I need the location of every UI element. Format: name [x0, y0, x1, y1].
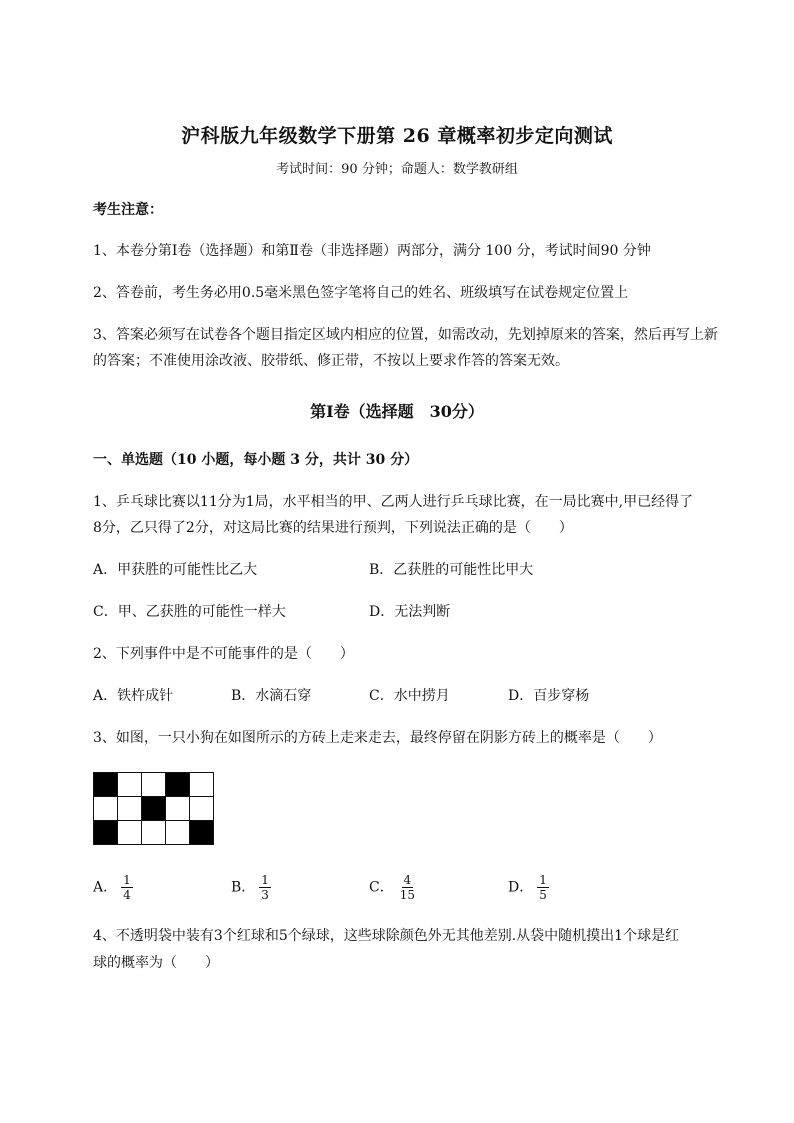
fraction-denominator: 4: [123, 888, 131, 902]
shaded-tile: [142, 797, 166, 821]
fraction-denominator: 5: [539, 888, 547, 902]
q3-option-d: [508, 873, 549, 902]
fraction: [398, 873, 417, 902]
blank-tile: [142, 773, 166, 797]
q4-stem-line1: 4、不透明袋中装有3个红球和5个绿球，这些球除颜色外无其他差别.从袋中随机摸出1个球是红: [93, 928, 680, 944]
shaded-tile: [190, 821, 214, 845]
tile-row: [94, 797, 214, 821]
q4-stem-line2: 球的概率为（ ）: [93, 955, 219, 971]
q3-option-c: [369, 873, 417, 902]
exam-title: 沪科版九年级数学下册第 26 章概率初步定向测试: [181, 125, 613, 147]
blank-tile: [166, 821, 190, 845]
note-item-2: 2、答卷前，考生务必用0.5毫米黑色签字笔将自己的姓名、班级填写在试卷规定位置上: [93, 285, 629, 301]
fraction-denominator: 15: [399, 888, 415, 902]
exam-subtitle: 考试时间：90 分钟；命题人：数学教研组: [276, 162, 518, 177]
blank-tile: [190, 797, 214, 821]
fraction-numerator: 1: [261, 873, 269, 887]
fraction: [537, 873, 549, 902]
blank-tile: [190, 773, 214, 797]
q2-option-b: B．水滴石穿: [231, 688, 312, 704]
q1-option-a: A．甲获胜的可能性比乙大: [93, 562, 258, 578]
q3-option-c-label: C．: [369, 879, 394, 896]
shaded-tile: [94, 773, 118, 797]
note-item-3-cont: 的答案；不准使用涂改液、胶带纸、修正带，不按以上要求作答的答案无效。: [93, 353, 569, 369]
q1-option-d: D．无法判断: [369, 604, 451, 620]
fraction-denominator: 3: [261, 888, 269, 902]
q3-option-d-label: D．: [508, 879, 534, 896]
q2-option-a: A．铁杵成针: [93, 688, 174, 704]
shaded-tile: [166, 773, 190, 797]
q3-stem: 3、如图，一只小狗在如图所示的方砖上走来走去，最终停留在阴影方砖上的概率是（ ）: [93, 730, 662, 746]
blank-tile: [118, 821, 142, 845]
q1-stem-line1: 1、乒乓球比赛以11分为1局，水平相当的甲、乙两人进行乒乓球比赛，在一局比赛中,甲已经得了: [93, 494, 694, 510]
q3-option-b: [231, 873, 271, 902]
note-item-3: 3、答案必须写在试卷各个题目指定区域内相应的位置，如需改动，先划掉原来的答案，然后再写上新: [93, 327, 718, 343]
fraction: [121, 873, 133, 902]
q3-option-a-label: A．: [93, 879, 118, 896]
note-item-1: 1、本卷分第Ⅰ卷（选择题）和第Ⅱ卷（非选择题）两部分，满分 100 分，考试时间90 分钟: [93, 243, 651, 259]
blank-tile: [166, 797, 190, 821]
part-heading: 一、单选题（10 小题，每小题 3 分，共计 30 分）: [93, 452, 419, 468]
q2-option-d: D．百步穿杨: [508, 688, 590, 704]
notes-heading: 考生注意：: [93, 202, 163, 218]
q2-option-c: C．水中捞月: [369, 688, 450, 704]
blank-tile: [118, 773, 142, 797]
blank-tile: [118, 797, 142, 821]
q1-option-c: C．甲、乙获胜的可能性一样大: [93, 604, 286, 620]
blank-tile: [142, 821, 166, 845]
tile-row: [94, 773, 214, 797]
q1-option-b: B．乙获胜的可能性比甲大: [369, 562, 534, 578]
q1-stem-line2: 8分，乙只得了2分，对这局比赛的结果进行预判，下列说法正确的是（ ）: [93, 520, 573, 536]
q3-option-a: [93, 873, 133, 902]
fraction: [259, 873, 271, 902]
q3-option-b-label: B．: [231, 879, 256, 896]
section-title: 第Ⅰ卷（选择题 30分）: [310, 402, 484, 421]
fraction-numerator: 4: [403, 873, 412, 887]
fraction-numerator: 1: [123, 873, 131, 887]
blank-tile: [94, 797, 118, 821]
fraction-numerator: 1: [539, 873, 547, 887]
shaded-tile: [94, 821, 118, 845]
q2-stem: 2、下列事件中是不可能事件的是（ ）: [93, 646, 354, 662]
tile-row: [94, 821, 214, 845]
tile-grid-figure: [93, 772, 214, 845]
